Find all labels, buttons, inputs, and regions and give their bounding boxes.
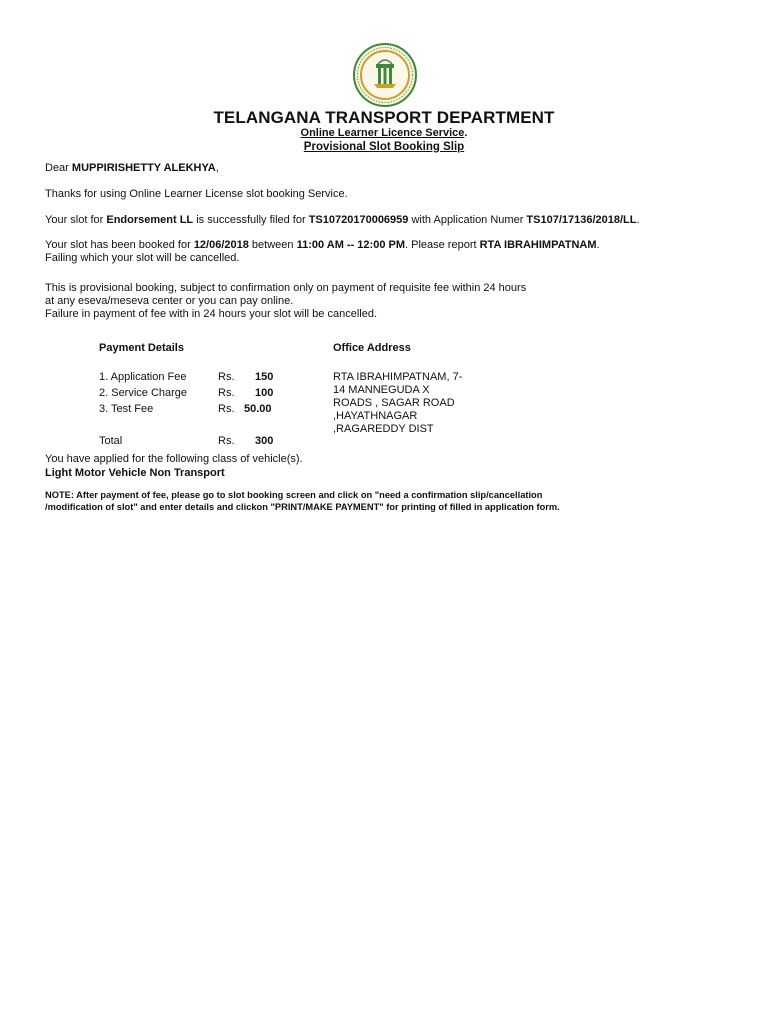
slot-type: Endorsement LL: [106, 214, 194, 226]
service-subtitle: Online Learner Licence Service.: [300, 127, 468, 139]
payment-details-heading: Payment Details: [99, 342, 184, 354]
vehicle-class: Light Motor Vehicle Non Transport: [45, 467, 225, 479]
total-currency: Rs.: [218, 435, 235, 447]
fee-label: 2. Service Charge: [99, 387, 188, 399]
fee-currency: Rs.: [218, 387, 235, 399]
fee-label: 1. Application Fee: [99, 371, 187, 383]
fee-label: 3. Test Fee: [99, 403, 154, 415]
total-label: Total: [99, 435, 123, 447]
booking-text: Your slot has been booked for 12/06/2018 between 11:00 AM -- 12:00 PM. Please report RTA IBRAHIMPATNAM. Failing which your slot will be cancelled.: [45, 239, 600, 264]
office-address-heading: Office Address: [333, 342, 411, 354]
slot-time: 11:00 AM -- 12:00 PM: [296, 239, 405, 251]
greeting: Dear MUPPIRISHETTY ALEKHYA,: [45, 162, 219, 174]
fee-currency: Rs.: [218, 403, 235, 415]
applicant-name: MUPPIRISHETTY ALEKHYA: [71, 162, 216, 174]
office-address: RTA IBRAHIMPATNAM, 7- 14 MANNEGUDA X ROADS , SAGAR ROAD ,HAYATHNAGAR ,RAGAREDDY DIST: [333, 371, 463, 435]
vehicle-intro: You have applied for the following class of vehicle(s).: [45, 453, 303, 465]
telangana-emblem-icon: [352, 42, 418, 108]
application-number: TS107/17136/2018/LL: [526, 214, 637, 226]
slot-filed-text: Your slot for Endorsement LL is successfully filed for TS10720170006959 with Application Numer TS107/17136/2018/LL.: [45, 214, 640, 226]
fee-currency: Rs.: [218, 371, 235, 383]
total-amount: 300: [255, 435, 274, 447]
thanks-text: Thanks for using Online Learner License slot booking Service.: [45, 188, 348, 200]
provisional-text: This is provisional booking, subject to confirmation only on payment of requisite fee within 24 hours at any eseva/meseva center or you can pay online. Failure in payment of fee with in 24 hours your slot will be cancelled.: [45, 282, 527, 320]
fee-amount: 150: [255, 371, 274, 383]
fee-amount: 50.00: [244, 403, 272, 415]
page-title: TELANGANA TRANSPORT DEPARTMENT: [213, 108, 555, 127]
fee-amount: 100: [255, 387, 274, 399]
reference-number: TS10720170006959: [308, 214, 409, 226]
note-text: NOTE: After payment of fee, please go to slot booking screen and click on "need a confirmation slip/cancellation /modification of slot" and enter details and clickon "PRINT/MAKE PAYMENT" for printing of filled in application form.: [45, 490, 560, 512]
slot-date: 12/06/2018: [193, 239, 249, 251]
service-name: Online Learner Licence Service: [300, 127, 465, 139]
report-office: RTA IBRAHIMPATNAM: [479, 239, 597, 251]
slip-title: Provisional Slot Booking Slip: [303, 141, 465, 153]
